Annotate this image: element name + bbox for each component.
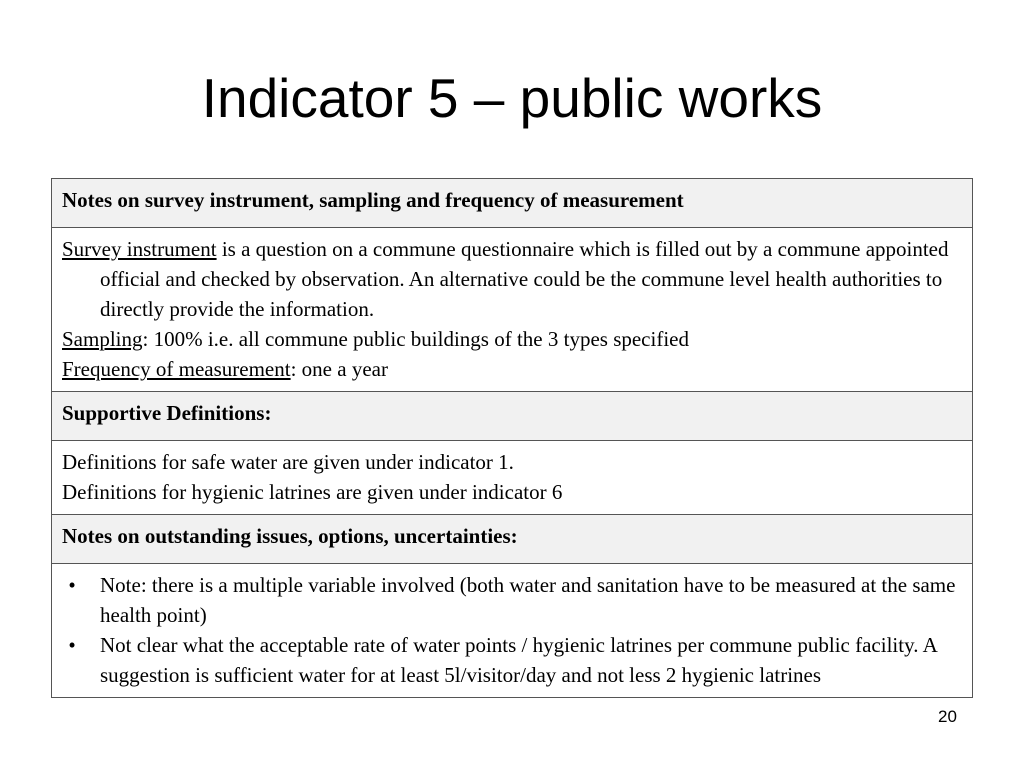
frequency-line [62,354,962,384]
notes-header: Notes on survey instrument, sampling and frequency of measurement [52,179,973,228]
list-item [62,630,962,690]
issue-text: Not clear what the acceptable rate of water points / hygienic latrines per commune public facility. A suggestion is sufficient water for at least 5l/visitor/day and not less 2 hygienic latrines [100,633,937,687]
issues-cell [52,564,973,698]
table-row [52,441,973,515]
definition-line: Definitions for safe water are given under indicator 1. [62,450,514,474]
sampling-text: : 100% i.e. all commune public buildings of the 3 types specified [142,327,689,351]
table-row [52,179,973,228]
sampling-line [62,324,962,354]
list-item [62,570,962,630]
table-row [52,228,973,392]
table-row [52,392,973,441]
table-row [52,515,973,564]
notes-table [51,178,973,698]
bullet-icon: • [68,633,76,657]
notes-cell [52,228,973,392]
sampling-term: Sampling [62,327,143,351]
frequency-text: : one a year [290,357,388,381]
slide-title: Indicator 5 – public works [201,67,823,129]
issue-text: Note: there is a multiple variable involved (both water and sanitation have to be measured at the same health point) [100,573,956,627]
table-row [52,564,973,698]
frequency-term: Frequency of measurement [62,357,291,381]
page-number: 20 [938,707,957,726]
survey-instrument-paragraph [62,234,962,324]
issues-header: Notes on outstanding issues, options, uncertainties: [52,515,973,564]
definition-line: Definitions for hygienic latrines are given under indicator 6 [62,480,563,504]
survey-instrument-text: is a question on a commune questionnaire which is filled out by a commune appointed official and checked by observation. An alternative could be the commune level health authorities to directly provide the information. [100,237,949,321]
survey-instrument-term: Survey instrument [62,237,217,261]
definitions-header: Supportive Definitions: [52,392,973,441]
definitions-cell [52,441,973,515]
bullet-icon: • [68,573,76,597]
issues-list [62,570,962,690]
